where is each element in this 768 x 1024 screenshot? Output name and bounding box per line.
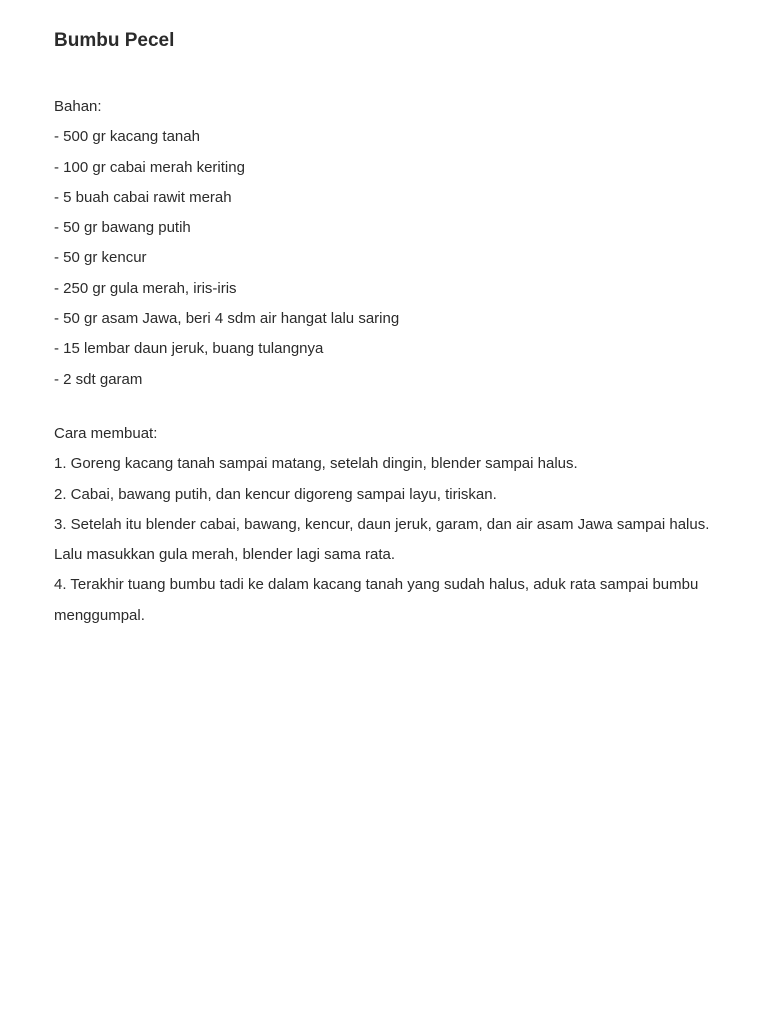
ingredient-item: - 500 gr kacang tanah (54, 128, 200, 146)
step-item: 3. Setelah itu blender cabai, bawang, kencur, daun jeruk, garam, dan air asam Jawa sampai halus. Lalu masukkan gula merah, blender lagi sama rata. (54, 515, 710, 564)
ingredient-item: - 50 gr bawang putih (54, 219, 191, 237)
ingredient-item: - 5 buah cabai rawit merah (54, 188, 232, 206)
ingredient-item: - 250 gr gula merah, iris-iris (54, 279, 237, 297)
step-item: 2. Cabai, bawang putih, dan kencur digoreng sampai layu, tiriskan. (54, 485, 497, 503)
page-title: Bumbu Pecel (54, 30, 175, 51)
step-item: 1. Goreng kacang tanah sampai matang, setelah dingin, blender sampai halus. (54, 455, 578, 473)
ingredient-item: - 15 lembar daun jeruk, buang tulangnya (54, 340, 324, 358)
ingredient-item: - 2 sdt garam (54, 370, 143, 388)
ingredient-item: - 100 gr cabai merah keriting (54, 158, 245, 176)
ingredients-section (54, 92, 714, 395)
step-item: 4. Terakhir tuang bumbu tadi ke dalam kacang tanah yang sudah halus, aduk rata sampai bumbu menggumpal. (54, 576, 699, 624)
steps-list (54, 449, 714, 631)
ingredients-list (54, 122, 714, 395)
steps-section (54, 419, 714, 631)
steps-heading: Cara membuat: (54, 424, 158, 442)
ingredient-item: - 50 gr kencur (54, 249, 147, 267)
ingredient-item: - 50 gr asam Jawa, beri 4 sdm air hangat lalu saring (54, 310, 400, 328)
ingredients-heading: Bahan: (54, 98, 102, 115)
